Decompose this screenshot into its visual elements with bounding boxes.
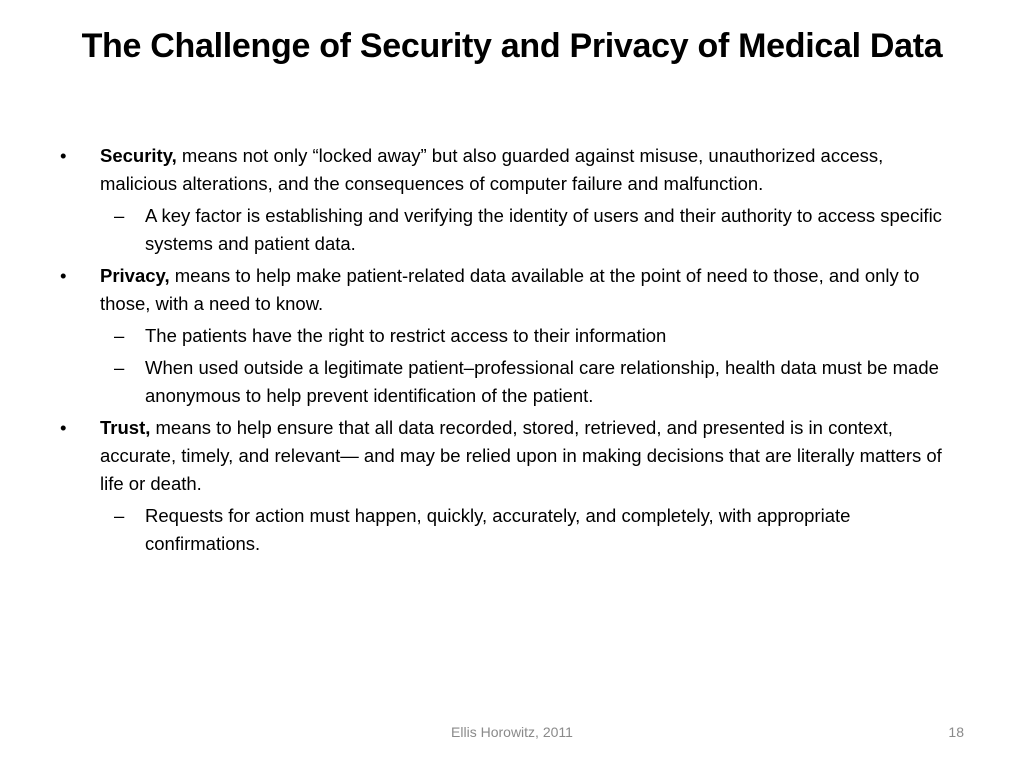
bullet-item-privacy — [60, 262, 965, 410]
bullet-list — [60, 142, 965, 558]
sub-bullet-text: The patients have the right to restrict access to their information — [145, 325, 667, 346]
sub-bullet-item — [100, 502, 965, 558]
slide-body — [60, 142, 965, 562]
sub-bullet-item — [100, 322, 965, 350]
slide-number: 18 — [948, 724, 964, 740]
sub-bullet-marker: – — [114, 357, 125, 378]
bullet-term: Trust, — [100, 417, 151, 438]
bullet-marker: • — [60, 265, 67, 286]
bullet-text: means to help make patient-related data available at the point of need to those, and only to those, with a need to know. — [100, 265, 920, 314]
bullet-marker: • — [60, 417, 67, 438]
bullet-text: means not only “locked away” but also guarded against misuse, unauthorized access, malicious alterations, and the consequences of computer failure and malfunction. — [100, 145, 884, 194]
sub-bullet-text: A key factor is establishing and verifying the identity of users and their authority to access specific systems and patient data. — [145, 205, 942, 254]
sub-bullet-marker: – — [114, 505, 125, 526]
slide-title: The Challenge of Security and Privacy of Medical Data — [81, 27, 943, 65]
bullet-item-trust — [60, 414, 965, 558]
bullet-text: means to help ensure that all data recorded, stored, retrieved, and presented is in context, accurate, timely, and relevant— and may be relied upon in making decisions that are literally matters of life or death. — [100, 417, 942, 494]
sub-bullet-list — [100, 322, 965, 410]
sub-bullet-marker: – — [114, 205, 125, 226]
sub-bullet-text: Requests for action must happen, quickly, accurately, and completely, with appropriate confirmations. — [145, 505, 851, 554]
footer-author: Ellis Horowitz, 2011 — [451, 724, 573, 740]
bullet-marker: • — [60, 145, 67, 166]
bullet-term: Security, — [100, 145, 177, 166]
sub-bullet-list — [100, 202, 965, 258]
sub-bullet-item — [100, 202, 965, 258]
sub-bullet-list — [100, 502, 965, 558]
bullet-term: Privacy, — [100, 265, 170, 286]
bullet-item-security — [60, 142, 965, 258]
sub-bullet-text: When used outside a legitimate patient–professional care relationship, health data must be made anonymous to help prevent identification of the patient. — [145, 357, 939, 406]
sub-bullet-item — [100, 354, 965, 410]
sub-bullet-marker: – — [114, 325, 125, 346]
